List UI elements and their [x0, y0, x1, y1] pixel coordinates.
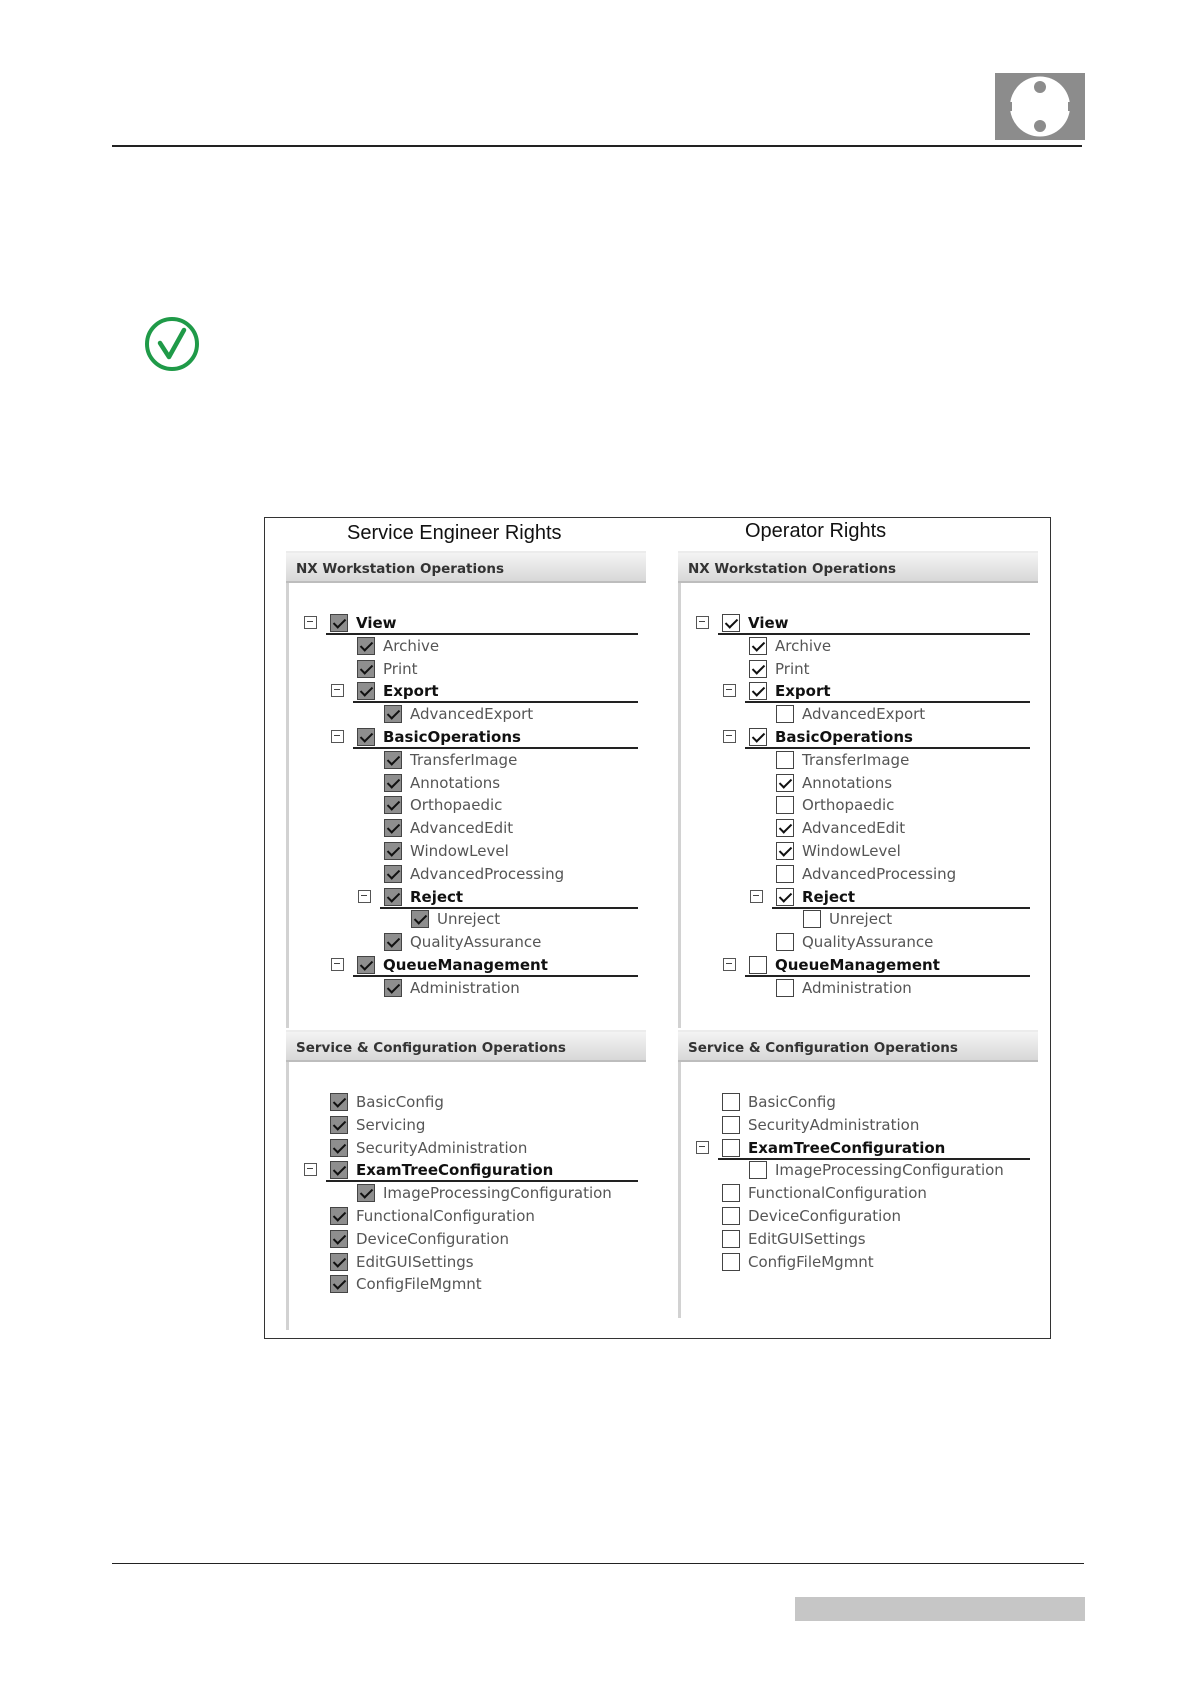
checkbox-unchecked-icon[interactable] — [776, 796, 794, 814]
tree-item-label: BasicOperations — [775, 728, 913, 746]
collapse-toggle-icon[interactable] — [304, 1163, 317, 1176]
checkbox-checked-icon[interactable] — [384, 865, 402, 883]
checkbox-unchecked-icon[interactable] — [722, 1116, 740, 1134]
checkbox-checked-icon[interactable] — [330, 1093, 348, 1111]
tree-item-label: EditGUISettings — [748, 1229, 866, 1248]
collapse-toggle-icon[interactable] — [723, 684, 736, 697]
collapse-toggle-icon[interactable] — [723, 730, 736, 743]
collapse-toggle-icon[interactable] — [696, 1141, 709, 1154]
checkbox-checked-icon[interactable] — [357, 1184, 375, 1202]
checkbox-checked-icon[interactable] — [330, 1230, 348, 1248]
checkbox-checked-icon[interactable] — [357, 682, 375, 700]
tree-item-label: QueueManagement — [383, 956, 548, 974]
tree-item-label: ConfigFileMgmnt — [356, 1275, 482, 1294]
right-workstation-operations-panel — [678, 551, 1038, 1028]
tree-item-label: TransferImage — [802, 750, 910, 769]
tree-item-label: BasicOperations — [383, 728, 521, 746]
tree-item-label: AdvancedExport — [410, 705, 534, 724]
tree-item-label: Archive — [383, 636, 440, 655]
checkbox-checked-icon[interactable] — [776, 819, 794, 837]
checkbox-checked-icon[interactable] — [357, 660, 375, 678]
panel-heading: Service & Configuration Operations — [678, 1030, 1038, 1062]
tree-item-label: WindowLevel — [802, 842, 901, 860]
tree-item-label: Unreject — [437, 910, 501, 929]
tree-item-label: BasicConfig — [356, 1093, 444, 1111]
group-underline — [718, 633, 1030, 635]
service-engineer-rights-title: Service Engineer Rights — [347, 522, 562, 544]
tree-item-label: Print — [775, 659, 810, 678]
collapse-toggle-icon[interactable] — [696, 616, 709, 629]
group-underline — [772, 907, 1030, 909]
tree-item-label: View — [356, 614, 397, 632]
checkbox-checked-icon[interactable] — [749, 637, 767, 655]
group-underline — [353, 747, 638, 749]
checkmark-note-icon — [144, 316, 200, 376]
tree-item-label: ExamTreeConfiguration — [356, 1161, 554, 1180]
checkbox-checked-icon[interactable] — [384, 933, 402, 951]
group-underline — [326, 1180, 638, 1182]
checkbox-checked-icon[interactable] — [749, 728, 767, 746]
group-underline — [718, 1158, 1030, 1160]
tree-item-label: Unreject — [829, 910, 893, 929]
collapse-toggle-icon[interactable] — [750, 890, 763, 903]
group-underline — [326, 633, 638, 635]
footer-bar — [795, 1597, 1085, 1621]
footer-rule — [112, 1563, 1084, 1564]
left-workstation-operations-panel — [286, 551, 646, 1028]
checkbox-checked-icon[interactable] — [411, 910, 429, 928]
tree-item-label: QueueManagement — [775, 956, 940, 974]
checkbox-unchecked-icon[interactable] — [722, 1207, 740, 1225]
tree-item-label: SecurityAdministration — [356, 1138, 528, 1157]
tree-item-label: Archive — [775, 636, 832, 655]
checkbox-checked-icon[interactable] — [330, 614, 348, 632]
panel-heading: NX Workstation Operations — [286, 551, 646, 583]
checkbox-checked-icon[interactable] — [384, 842, 402, 860]
collapse-toggle-icon[interactable] — [331, 730, 344, 743]
header-rule — [112, 145, 1082, 147]
tree-item-label: AdvancedEdit — [802, 819, 906, 838]
group-underline — [353, 975, 638, 977]
checkbox-unchecked-icon[interactable] — [776, 705, 794, 723]
checkbox-checked-icon[interactable] — [384, 774, 402, 792]
tree-item-label: Annotations — [410, 773, 501, 792]
checkbox-unchecked-icon[interactable] — [776, 865, 794, 883]
checkbox-unchecked-icon[interactable] — [722, 1093, 740, 1111]
checkbox-checked-icon[interactable] — [384, 705, 402, 723]
checkbox-checked-icon[interactable] — [330, 1275, 348, 1293]
checkbox-checked-icon[interactable] — [384, 979, 402, 997]
checkbox-checked-icon[interactable] — [330, 1139, 348, 1157]
checkbox-checked-icon[interactable] — [357, 956, 375, 974]
tree-item-label: Export — [775, 682, 831, 701]
tree-item-label: Servicing — [356, 1115, 426, 1134]
tree-item-label: ImageProcessingConfiguration — [775, 1161, 1004, 1180]
group-underline — [745, 975, 1030, 977]
checkbox-checked-icon[interactable] — [384, 751, 402, 769]
right-service-configuration-panel — [678, 1030, 1038, 1318]
tree-item-label: SecurityAdministration — [748, 1115, 920, 1134]
checkbox-checked-icon[interactable] — [749, 660, 767, 678]
checkbox-unchecked-icon[interactable] — [722, 1139, 740, 1157]
tree-item-label: Reject — [802, 887, 856, 906]
checkbox-checked-icon[interactable] — [384, 819, 402, 837]
tree-item-label: WindowLevel — [410, 842, 509, 860]
panel-heading: NX Workstation Operations — [678, 551, 1038, 583]
tree-item-label: Reject — [410, 887, 464, 906]
tree-item-label: TransferImage — [410, 750, 518, 769]
operator-rights-title: Operator Rights — [745, 520, 887, 542]
plug-logo-icon — [995, 73, 1085, 140]
tree-item-label: Export — [383, 682, 439, 701]
tree-item-label: DeviceConfiguration — [748, 1207, 902, 1225]
group-underline — [745, 747, 1030, 749]
collapse-toggle-icon[interactable] — [723, 958, 736, 971]
group-underline — [745, 701, 1030, 703]
tree-item-label: FunctionalConfiguration — [356, 1207, 535, 1225]
tree-item-label: DeviceConfiguration — [356, 1229, 510, 1248]
tree-item-label: BasicConfig — [748, 1093, 836, 1111]
checkbox-unchecked-icon[interactable] — [722, 1230, 740, 1248]
left-service-configuration-panel — [286, 1030, 646, 1330]
collapse-toggle-icon[interactable] — [358, 890, 371, 903]
tree-item-label: Annotations — [802, 773, 893, 792]
tree-item-label: View — [748, 614, 789, 632]
checkbox-checked-icon[interactable] — [749, 682, 767, 700]
checkbox-checked-icon[interactable] — [330, 1161, 348, 1179]
checkbox-checked-icon[interactable] — [776, 774, 794, 792]
collapse-toggle-icon[interactable] — [331, 958, 344, 971]
checkbox-checked-icon[interactable] — [776, 888, 794, 906]
tree-item-label: EditGUISettings — [356, 1252, 474, 1271]
tree-item-label: AdvancedEdit — [410, 819, 514, 838]
tree-item-label: FunctionalConfiguration — [748, 1184, 927, 1203]
checkbox-checked-icon[interactable] — [330, 1207, 348, 1225]
collapse-toggle-icon[interactable] — [331, 684, 344, 697]
checkbox-unchecked-icon[interactable] — [776, 979, 794, 997]
tree-item-label: ExamTreeConfiguration — [748, 1138, 946, 1157]
panel-heading: Service & Configuration Operations — [286, 1030, 646, 1062]
tree-item-label: Print — [383, 659, 418, 678]
tree-item-label: AdvancedExport — [802, 705, 926, 724]
group-underline — [353, 701, 638, 703]
checkbox-checked-icon[interactable] — [776, 842, 794, 860]
checkbox-checked-icon[interactable] — [330, 1253, 348, 1271]
checkbox-checked-icon[interactable] — [722, 614, 740, 632]
collapse-toggle-icon[interactable] — [304, 616, 317, 629]
checkbox-unchecked-icon[interactable] — [749, 956, 767, 974]
checkbox-unchecked-icon[interactable] — [722, 1253, 740, 1271]
tree-item-label: AdvancedProcessing — [410, 864, 565, 883]
checkbox-unchecked-icon[interactable] — [722, 1184, 740, 1202]
tree-item-label: Administration — [410, 978, 520, 997]
checkbox-checked-icon[interactable] — [357, 637, 375, 655]
rights-comparison-figure — [264, 517, 1051, 1339]
checkbox-unchecked-icon[interactable] — [776, 751, 794, 769]
tree-item-label: ImageProcessingConfiguration — [383, 1184, 612, 1203]
checkbox-checked-icon[interactable] — [384, 888, 402, 906]
checkbox-checked-icon[interactable] — [357, 728, 375, 746]
checkbox-checked-icon[interactable] — [330, 1116, 348, 1134]
tree-item-label: AdvancedProcessing — [802, 864, 957, 883]
tree-item-label: Administration — [802, 978, 912, 997]
checkbox-checked-icon[interactable] — [384, 796, 402, 814]
tree-item-label: Orthopaedic — [410, 796, 503, 815]
tree-item-label: Orthopaedic — [802, 796, 895, 815]
tree-item-label: QualityAssurance — [410, 933, 542, 952]
group-underline — [380, 907, 638, 909]
tree-item-label: QualityAssurance — [802, 933, 934, 952]
tree-item-label: ConfigFileMgmnt — [748, 1252, 874, 1271]
checkbox-unchecked-icon[interactable] — [776, 933, 794, 951]
checkbox-unchecked-icon[interactable] — [803, 910, 821, 928]
checkbox-unchecked-icon[interactable] — [749, 1161, 767, 1179]
